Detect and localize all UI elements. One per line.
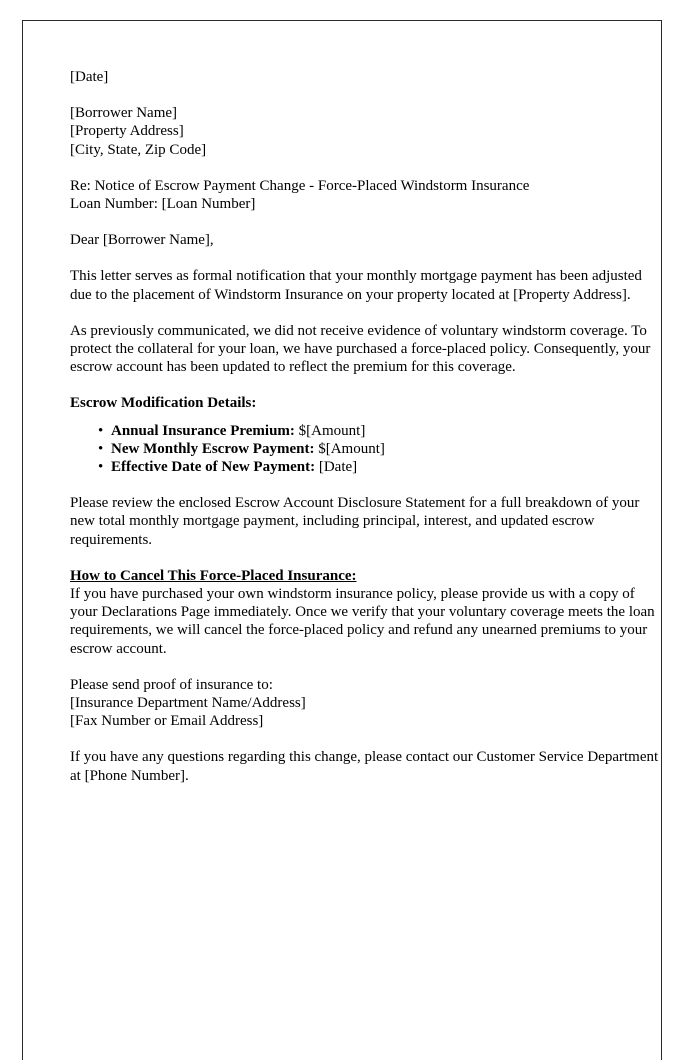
- proof-intro-line: Please send proof of insurance to:: [70, 676, 273, 693]
- paragraph-coverage-reason: As previously communicated, we did not receive evidence of voluntary windstorm coverage. To protect the collateral for your loan, we have purchased a force-placed policy. Consequently, your escrow account has been updated to reflect the premium for this coverage.: [70, 322, 651, 376]
- paragraph-customer-service: If you have any questions regarding this change, please contact our Customer Service Department at [Phone Number].: [70, 749, 659, 784]
- escrow-detail-label: New Monthly Escrow Payment:: [111, 440, 315, 457]
- cancel-insurance-heading: How to Cancel This Force-Placed Insurance:: [70, 567, 357, 584]
- escrow-detail-value: $[Amount]: [298, 422, 366, 439]
- list-item: [70, 440, 662, 458]
- salutation: Dear [Borrower Name],: [70, 232, 214, 249]
- paragraph-disclosure-statement: Please review the enclosed Escrow Account Disclosure Statement for a full breakdown of your new total monthly mortgage payment, including principal, interest, and updated escrow requirements.: [70, 495, 640, 548]
- insurance-department-line: [Insurance Department Name/Address]: [70, 695, 306, 712]
- re-line: Re: Notice of Escrow Payment Change - Force-Placed Windstorm Insurance: [70, 177, 530, 194]
- paragraph-cancel-instructions: If you have purchased your own windstorm insurance policy, please provide us with a copy of your Declarations Page immediately. Once we verify that your voluntary coverage meets the loan requirements, we will cancel the force-placed policy and refund any unearned premiums to your escrow account.: [70, 586, 655, 657]
- list-item: [70, 458, 662, 476]
- loan-number-line: Loan Number: [Loan Number]: [70, 196, 256, 213]
- recipient-city-state-zip: [City, State, Zip Code]: [70, 141, 207, 158]
- list-item: [70, 422, 662, 440]
- date-line: [Date]: [70, 69, 109, 85]
- recipient-property-address: [Property Address]: [70, 123, 184, 140]
- escrow-detail-label: Effective Date of New Payment:: [111, 459, 316, 476]
- fax-email-line: [Fax Number or Email Address]: [70, 713, 264, 730]
- letter-page: [22, 20, 662, 1060]
- proof-of-insurance-block: [70, 676, 662, 731]
- escrow-detail-label: Annual Insurance Premium:: [111, 422, 295, 439]
- paragraph-notification: This letter serves as formal notification that your monthly mortgage payment has been adjusted due to the placement of Windstorm Insurance on your property located at [Property Address].: [70, 268, 642, 303]
- reference-block: [70, 177, 662, 213]
- escrow-detail-value: $[Amount]: [318, 440, 385, 457]
- letter-body: [70, 68, 662, 785]
- escrow-details-list: [70, 422, 662, 477]
- escrow-detail-value: [Date]: [318, 459, 358, 476]
- recipient-name: [Borrower Name]: [70, 105, 178, 122]
- recipient-address-block: [70, 104, 662, 159]
- escrow-details-heading: Escrow Modification Details:: [70, 395, 257, 412]
